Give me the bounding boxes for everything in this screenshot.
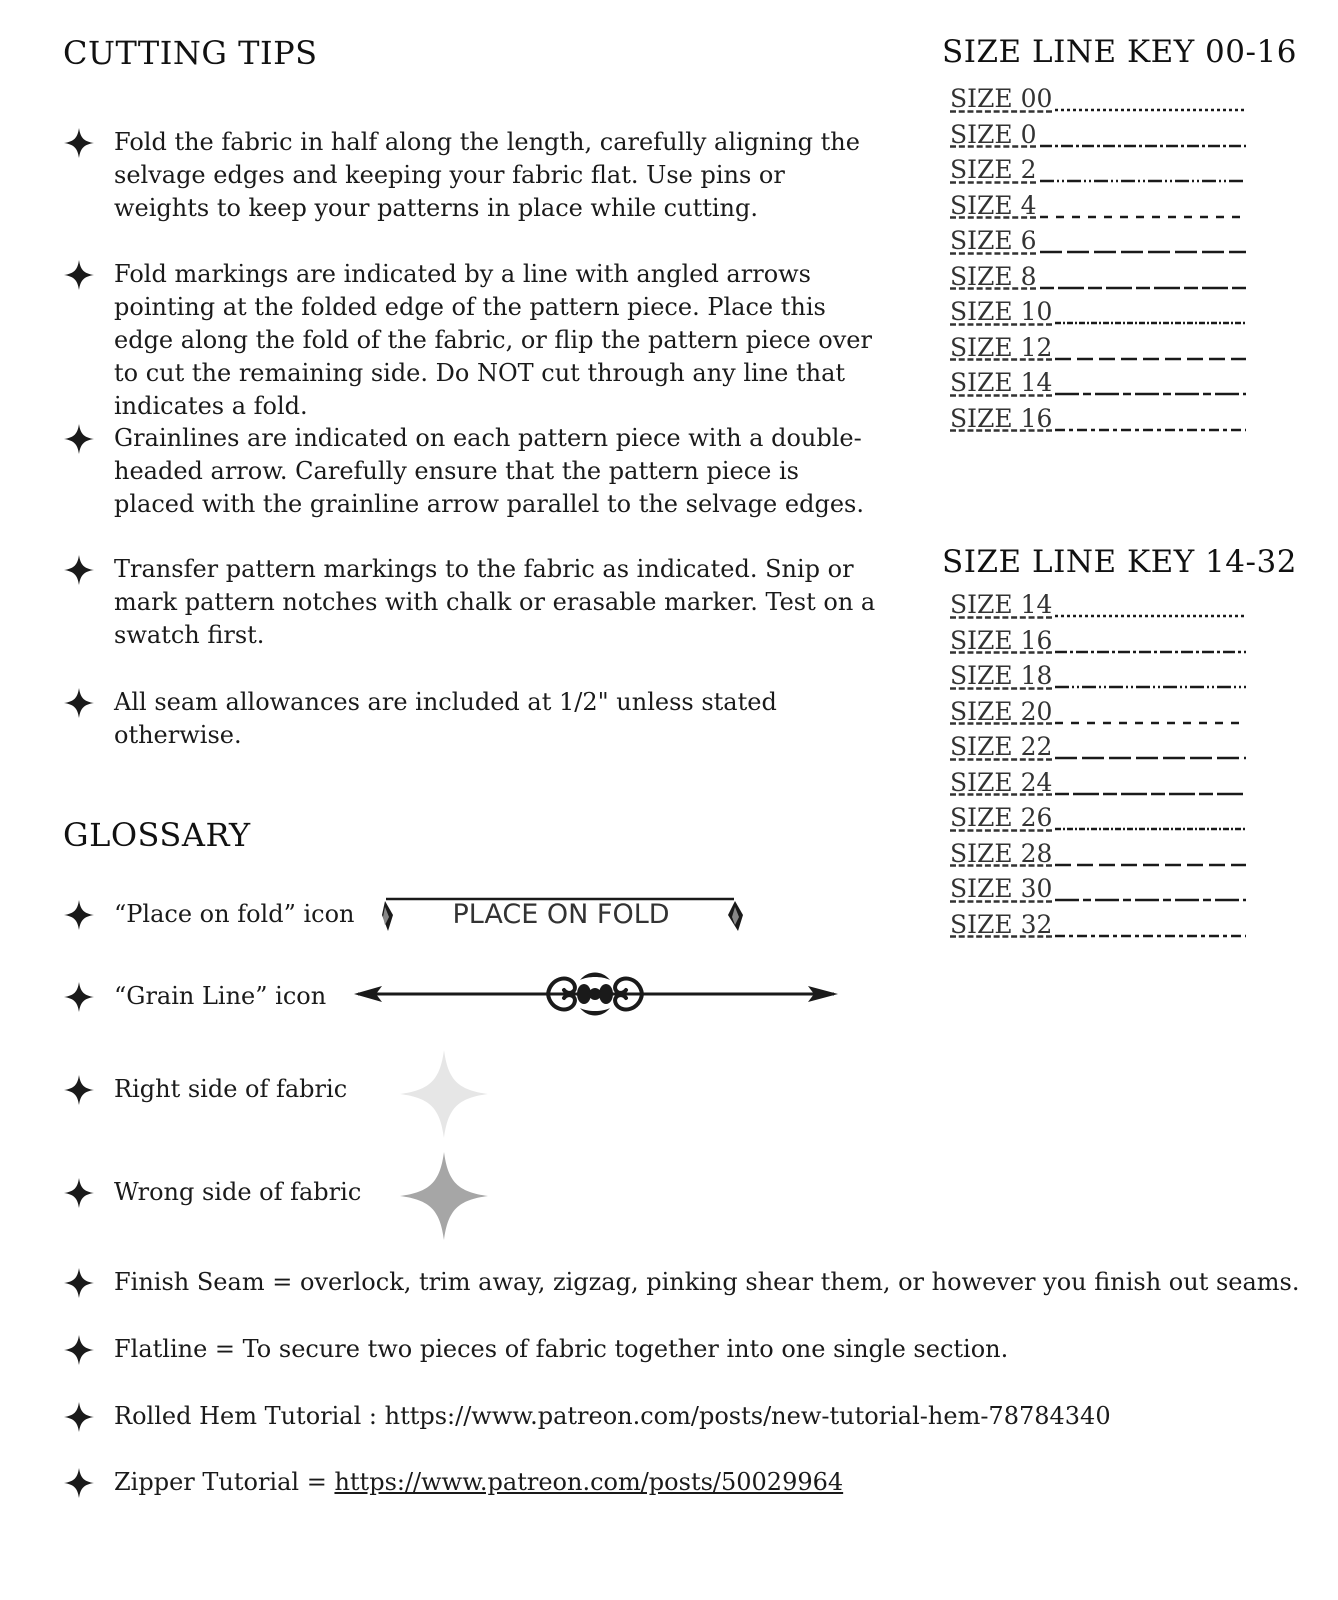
size-label: SIZE 12 [950,332,1053,362]
size-label: SIZE 00 [950,84,1053,113]
size-line-row [950,368,1250,402]
size-line-row [950,839,1250,873]
size-label: SIZE 28 [950,838,1053,868]
size-line-sample [950,319,1250,327]
size-line-sample [950,213,1250,221]
place-on-fold-text: PLACE ON FOLD [452,899,670,930]
size-label: SIZE 18 [950,661,1053,690]
size-line-sample [950,861,1250,869]
size-label: SIZE 10 [950,297,1053,326]
list-item: Fold the fabric in half along the length, carefully aligning the selvage edges and keeping your fabric flat. Use pins or weights to keep your patterns in place while cutting. [114,126,884,225]
glossary-item-rolled-hem: Rolled Hem Tutorial : https://www.patreon.com/posts/new-tutorial-hem-78784340 [114,1400,1314,1433]
right-side-fabric-icon [398,1048,490,1140]
size-line-row [950,404,1250,438]
size-line-row [950,333,1250,367]
size-line-row [950,768,1250,802]
size-line-sample [950,612,1250,620]
size-label: SIZE 26 [950,803,1053,832]
size-line-row [950,120,1250,154]
size-line-sample [950,754,1250,762]
place-on-fold-icon [376,893,746,939]
size-line-row [950,732,1250,766]
size-line-sample [950,683,1250,691]
bullet-star-icon [62,553,96,587]
bullet-star-icon [62,1176,96,1210]
size-label: SIZE 32 [950,909,1053,939]
glossary-heading: GLOSSARY [63,816,251,854]
size-line-sample [950,790,1250,798]
glossary-item-flatline: Flatline = To secure two pieces of fabric together into one single section. [114,1333,1314,1366]
size-line-sample [950,142,1250,150]
bullet-star-icon [62,1073,96,1107]
size-line-row [950,910,1250,944]
glossary-item-grain-line: “Grain Line” icon [114,980,326,1013]
size-line-sample [950,896,1250,904]
size-line-sample [950,719,1250,727]
glossary-item-place-on-fold: “Place on fold” icon [114,898,355,931]
bullet-star-icon [62,898,96,932]
size-label: SIZE 0 [950,119,1037,149]
glossary-item-right-side: Right side of fabric [114,1073,347,1106]
size-line-row [950,226,1250,260]
size-label: SIZE 14 [950,590,1053,619]
size-label: SIZE 14 [950,368,1053,397]
size-line-row [950,874,1250,908]
size-label: SIZE 6 [950,226,1037,255]
size-label: SIZE 4 [950,190,1037,220]
cutting-tips-heading: CUTTING TIPS [63,34,318,72]
size-line-sample [950,932,1250,940]
size-line-sample [950,284,1250,292]
bullet-star-icon [62,1466,96,1500]
size-line-row [950,803,1250,837]
size-label: SIZE 16 [950,403,1053,433]
size-line-sample [950,106,1250,114]
list-item: Transfer pattern markings to the fabric as indicated. Snip or mark pattern notches with chalk or erasable marker. Test on a swatch first. [114,553,884,652]
bullet-star-icon [62,1400,96,1434]
size-key-heading-00-16: SIZE LINE KEY 00-16 [942,34,1297,70]
size-line-row [950,84,1250,118]
size-line-sample [950,355,1250,363]
bullet-star-icon [62,980,96,1014]
list-item: All seam allowances are included at 1/2" unless stated otherwise. [114,686,884,752]
size-label: SIZE 24 [950,767,1053,797]
zipper-tutorial-link[interactable]: https://www.patreon.com/posts/50029964 [334,1468,844,1496]
size-line-row [950,590,1250,624]
size-label: SIZE 8 [950,261,1037,291]
size-line-row [950,262,1250,296]
size-line-row [950,297,1250,331]
size-line-sample [950,825,1250,833]
size-label: SIZE 16 [950,625,1053,655]
bullet-star-icon [62,1333,96,1367]
list-item: Grainlines are indicated on each pattern piece with a double-headed arrow. Carefully ensure that the pattern piece is placed with the grainline arrow parallel to the selvage edges. [114,422,884,521]
grain-line-icon [352,964,840,1026]
bullet-star-icon [62,686,96,720]
size-label: SIZE 30 [950,874,1053,903]
size-label: SIZE 2 [950,155,1037,184]
size-line-row [950,626,1250,660]
glossary-item-zipper: Zipper Tutorial = https://www.patreon.com/posts/50029964 [114,1466,1314,1499]
size-key-heading-14-32: SIZE LINE KEY 14-32 [942,544,1297,580]
bullet-star-icon [62,126,96,160]
bullet-star-icon [62,258,96,292]
wrong-side-fabric-icon [398,1150,490,1242]
bullet-star-icon [62,1266,96,1300]
size-line-sample [950,177,1250,185]
list-item: Fold markings are indicated by a line with angled arrows pointing at the folded edge of the pattern piece. Place this edge along the fold of the fabric, or flip the pattern piece over to cut the remaining side. Do NOT cut through any line that indicates a fold. [114,258,884,423]
size-line-row [950,191,1250,225]
bullet-star-icon [62,422,96,456]
size-line-sample [950,390,1250,398]
size-line-sample [950,648,1250,656]
size-label: SIZE 20 [950,696,1053,726]
size-line-sample [950,426,1250,434]
size-label: SIZE 22 [950,732,1053,761]
size-line-row [950,697,1250,731]
size-line-sample [950,248,1250,256]
size-line-row [950,661,1250,695]
size-line-row [950,155,1250,189]
glossary-item-finish-seam: Finish Seam = overlock, trim away, zigzag, pinking shear them, or however you finish out seams. [114,1266,1314,1299]
glossary-item-wrong-side: Wrong side of fabric [114,1176,361,1209]
